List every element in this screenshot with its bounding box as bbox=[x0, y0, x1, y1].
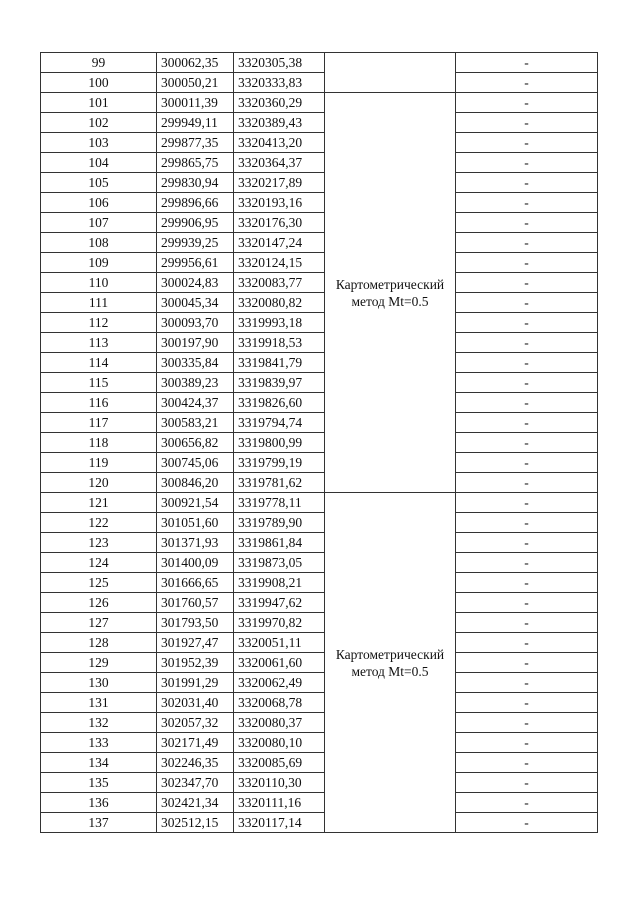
y-coordinate-cell: 3320413,20 bbox=[234, 133, 325, 153]
point-number-cell: 125 bbox=[41, 573, 157, 593]
x-coordinate-cell: 300656,82 bbox=[157, 433, 234, 453]
table-row bbox=[41, 493, 598, 513]
table-row bbox=[41, 133, 598, 153]
point-number-cell: 137 bbox=[41, 813, 157, 833]
dash-cell: - bbox=[456, 593, 598, 613]
point-number-cell: 129 bbox=[41, 653, 157, 673]
dash-cell: - bbox=[456, 573, 598, 593]
y-coordinate-cell: 3319908,21 bbox=[234, 573, 325, 593]
point-number-cell: 121 bbox=[41, 493, 157, 513]
x-coordinate-cell: 299865,75 bbox=[157, 153, 234, 173]
dash-cell: - bbox=[456, 553, 598, 573]
table-row bbox=[41, 753, 598, 773]
dash-cell: - bbox=[456, 373, 598, 393]
point-number-cell: 116 bbox=[41, 393, 157, 413]
y-coordinate-cell: 3320080,10 bbox=[234, 733, 325, 753]
point-number-cell: 109 bbox=[41, 253, 157, 273]
point-number-cell: 131 bbox=[41, 693, 157, 713]
point-number-cell: 119 bbox=[41, 453, 157, 473]
point-number-cell: 126 bbox=[41, 593, 157, 613]
dash-cell: - bbox=[456, 153, 598, 173]
dash-cell: - bbox=[456, 733, 598, 753]
point-number-cell: 106 bbox=[41, 193, 157, 213]
dash-cell: - bbox=[456, 73, 598, 93]
y-coordinate-cell: 3320080,37 bbox=[234, 713, 325, 733]
table-row bbox=[41, 653, 598, 673]
x-coordinate-cell: 302347,70 bbox=[157, 773, 234, 793]
table-row bbox=[41, 673, 598, 693]
dash-cell: - bbox=[456, 793, 598, 813]
point-number-cell: 127 bbox=[41, 613, 157, 633]
y-coordinate-cell: 3320085,69 bbox=[234, 753, 325, 773]
table-row bbox=[41, 533, 598, 553]
coordinates-document bbox=[40, 52, 598, 833]
dash-cell: - bbox=[456, 693, 598, 713]
x-coordinate-cell: 301991,29 bbox=[157, 673, 234, 693]
y-coordinate-cell: 3320360,29 bbox=[234, 93, 325, 113]
y-coordinate-cell: 3319947,62 bbox=[234, 593, 325, 613]
x-coordinate-cell: 300921,54 bbox=[157, 493, 234, 513]
x-coordinate-cell: 300846,20 bbox=[157, 473, 234, 493]
point-number-cell: 102 bbox=[41, 113, 157, 133]
x-coordinate-cell: 300045,34 bbox=[157, 293, 234, 313]
x-coordinate-cell: 300389,23 bbox=[157, 373, 234, 393]
x-coordinate-cell: 299906,95 bbox=[157, 213, 234, 233]
point-number-cell: 124 bbox=[41, 553, 157, 573]
x-coordinate-cell: 300011,39 bbox=[157, 93, 234, 113]
x-coordinate-cell: 299830,94 bbox=[157, 173, 234, 193]
y-coordinate-cell: 3320364,37 bbox=[234, 153, 325, 173]
x-coordinate-cell: 299949,11 bbox=[157, 113, 234, 133]
method-cell: Картометрический метод Mt=0.5 bbox=[325, 93, 456, 493]
table-row bbox=[41, 153, 598, 173]
point-number-cell: 113 bbox=[41, 333, 157, 353]
x-coordinate-cell: 299896,66 bbox=[157, 193, 234, 213]
x-coordinate-cell: 301793,50 bbox=[157, 613, 234, 633]
x-coordinate-cell: 300583,21 bbox=[157, 413, 234, 433]
dash-cell: - bbox=[456, 513, 598, 533]
point-number-cell: 132 bbox=[41, 713, 157, 733]
point-number-cell: 104 bbox=[41, 153, 157, 173]
dash-cell: - bbox=[456, 233, 598, 253]
table-row bbox=[41, 73, 598, 93]
y-coordinate-cell: 3320217,89 bbox=[234, 173, 325, 193]
table-row bbox=[41, 213, 598, 233]
table-row bbox=[41, 53, 598, 73]
y-coordinate-cell: 3320305,38 bbox=[234, 53, 325, 73]
table-row bbox=[41, 553, 598, 573]
y-coordinate-cell: 3320111,16 bbox=[234, 793, 325, 813]
y-coordinate-cell: 3319861,84 bbox=[234, 533, 325, 553]
dash-cell: - bbox=[456, 773, 598, 793]
method-cell-empty bbox=[325, 53, 456, 93]
y-coordinate-cell: 3320080,82 bbox=[234, 293, 325, 313]
point-number-cell: 130 bbox=[41, 673, 157, 693]
y-coordinate-cell: 3319778,11 bbox=[234, 493, 325, 513]
point-number-cell: 133 bbox=[41, 733, 157, 753]
table-row bbox=[41, 713, 598, 733]
y-coordinate-cell: 3320062,49 bbox=[234, 673, 325, 693]
point-number-cell: 107 bbox=[41, 213, 157, 233]
point-number-cell: 101 bbox=[41, 93, 157, 113]
y-coordinate-cell: 3320124,15 bbox=[234, 253, 325, 273]
point-number-cell: 103 bbox=[41, 133, 157, 153]
y-coordinate-cell: 3319918,53 bbox=[234, 333, 325, 353]
coordinates-table bbox=[40, 52, 598, 833]
point-number-cell: 128 bbox=[41, 633, 157, 653]
dash-cell: - bbox=[456, 673, 598, 693]
table-row bbox=[41, 813, 598, 833]
x-coordinate-cell: 301666,65 bbox=[157, 573, 234, 593]
y-coordinate-cell: 3320068,78 bbox=[234, 693, 325, 713]
y-coordinate-cell: 3320051,11 bbox=[234, 633, 325, 653]
dash-cell: - bbox=[456, 813, 598, 833]
x-coordinate-cell: 299956,61 bbox=[157, 253, 234, 273]
dash-cell: - bbox=[456, 413, 598, 433]
point-number-cell: 111 bbox=[41, 293, 157, 313]
dash-cell: - bbox=[456, 213, 598, 233]
x-coordinate-cell: 301952,39 bbox=[157, 653, 234, 673]
x-coordinate-cell: 300062,35 bbox=[157, 53, 234, 73]
y-coordinate-cell: 3320176,30 bbox=[234, 213, 325, 233]
dash-cell: - bbox=[456, 473, 598, 493]
x-coordinate-cell: 300024,83 bbox=[157, 273, 234, 293]
dash-cell: - bbox=[456, 613, 598, 633]
point-number-cell: 136 bbox=[41, 793, 157, 813]
point-number-cell: 118 bbox=[41, 433, 157, 453]
x-coordinate-cell: 300745,06 bbox=[157, 453, 234, 473]
table-row bbox=[41, 433, 598, 453]
x-coordinate-cell: 301760,57 bbox=[157, 593, 234, 613]
dash-cell: - bbox=[456, 353, 598, 373]
dash-cell: - bbox=[456, 653, 598, 673]
x-coordinate-cell: 301371,93 bbox=[157, 533, 234, 553]
dash-cell: - bbox=[456, 433, 598, 453]
y-coordinate-cell: 3319873,05 bbox=[234, 553, 325, 573]
dash-cell: - bbox=[456, 253, 598, 273]
y-coordinate-cell: 3319794,74 bbox=[234, 413, 325, 433]
table-row bbox=[41, 593, 598, 613]
x-coordinate-cell: 299939,25 bbox=[157, 233, 234, 253]
y-coordinate-cell: 3319789,90 bbox=[234, 513, 325, 533]
table-row bbox=[41, 193, 598, 213]
x-coordinate-cell: 300093,70 bbox=[157, 313, 234, 333]
dash-cell: - bbox=[456, 53, 598, 73]
y-coordinate-cell: 3319800,99 bbox=[234, 433, 325, 453]
dash-cell: - bbox=[456, 633, 598, 653]
table-row bbox=[41, 773, 598, 793]
x-coordinate-cell: 300424,37 bbox=[157, 393, 234, 413]
table-row bbox=[41, 613, 598, 633]
table-row bbox=[41, 473, 598, 493]
y-coordinate-cell: 3320110,30 bbox=[234, 773, 325, 793]
dash-cell: - bbox=[456, 493, 598, 513]
method-cell: Картометрический метод Mt=0.5 bbox=[325, 493, 456, 833]
point-number-cell: 112 bbox=[41, 313, 157, 333]
table-row bbox=[41, 113, 598, 133]
table-row bbox=[41, 353, 598, 373]
dash-cell: - bbox=[456, 193, 598, 213]
table-row bbox=[41, 693, 598, 713]
point-number-cell: 117 bbox=[41, 413, 157, 433]
table-row bbox=[41, 233, 598, 253]
table-row bbox=[41, 293, 598, 313]
y-coordinate-cell: 3319799,19 bbox=[234, 453, 325, 473]
table-row bbox=[41, 513, 598, 533]
x-coordinate-cell: 302246,35 bbox=[157, 753, 234, 773]
point-number-cell: 105 bbox=[41, 173, 157, 193]
point-number-cell: 115 bbox=[41, 373, 157, 393]
point-number-cell: 120 bbox=[41, 473, 157, 493]
y-coordinate-cell: 3319826,60 bbox=[234, 393, 325, 413]
y-coordinate-cell: 3320117,14 bbox=[234, 813, 325, 833]
y-coordinate-cell: 3319781,62 bbox=[234, 473, 325, 493]
x-coordinate-cell: 302171,49 bbox=[157, 733, 234, 753]
dash-cell: - bbox=[456, 393, 598, 413]
dash-cell: - bbox=[456, 113, 598, 133]
table-row bbox=[41, 333, 598, 353]
x-coordinate-cell: 301400,09 bbox=[157, 553, 234, 573]
point-number-cell: 122 bbox=[41, 513, 157, 533]
y-coordinate-cell: 3319970,82 bbox=[234, 613, 325, 633]
table-row bbox=[41, 633, 598, 653]
table-row bbox=[41, 573, 598, 593]
y-coordinate-cell: 3320147,24 bbox=[234, 233, 325, 253]
table-row bbox=[41, 413, 598, 433]
dash-cell: - bbox=[456, 93, 598, 113]
point-number-cell: 110 bbox=[41, 273, 157, 293]
x-coordinate-cell: 302512,15 bbox=[157, 813, 234, 833]
table-row bbox=[41, 373, 598, 393]
y-coordinate-cell: 3320061,60 bbox=[234, 653, 325, 673]
table-row bbox=[41, 173, 598, 193]
table-row bbox=[41, 313, 598, 333]
y-coordinate-cell: 3319993,18 bbox=[234, 313, 325, 333]
x-coordinate-cell: 302421,34 bbox=[157, 793, 234, 813]
dash-cell: - bbox=[456, 533, 598, 553]
table-row bbox=[41, 453, 598, 473]
y-coordinate-cell: 3319839,97 bbox=[234, 373, 325, 393]
dash-cell: - bbox=[456, 313, 598, 333]
table-row bbox=[41, 253, 598, 273]
y-coordinate-cell: 3320193,16 bbox=[234, 193, 325, 213]
dash-cell: - bbox=[456, 753, 598, 773]
dash-cell: - bbox=[456, 173, 598, 193]
dash-cell: - bbox=[456, 333, 598, 353]
table-row bbox=[41, 733, 598, 753]
x-coordinate-cell: 300050,21 bbox=[157, 73, 234, 93]
x-coordinate-cell: 300335,84 bbox=[157, 353, 234, 373]
dash-cell: - bbox=[456, 273, 598, 293]
table-row bbox=[41, 793, 598, 813]
table-row bbox=[41, 273, 598, 293]
y-coordinate-cell: 3320083,77 bbox=[234, 273, 325, 293]
point-number-cell: 135 bbox=[41, 773, 157, 793]
point-number-cell: 99 bbox=[41, 53, 157, 73]
x-coordinate-cell: 300197,90 bbox=[157, 333, 234, 353]
dash-cell: - bbox=[456, 133, 598, 153]
x-coordinate-cell: 299877,35 bbox=[157, 133, 234, 153]
coordinates-table-body bbox=[41, 53, 598, 833]
point-number-cell: 123 bbox=[41, 533, 157, 553]
x-coordinate-cell: 302031,40 bbox=[157, 693, 234, 713]
point-number-cell: 100 bbox=[41, 73, 157, 93]
table-row bbox=[41, 93, 598, 113]
dash-cell: - bbox=[456, 293, 598, 313]
y-coordinate-cell: 3320333,83 bbox=[234, 73, 325, 93]
dash-cell: - bbox=[456, 453, 598, 473]
y-coordinate-cell: 3320389,43 bbox=[234, 113, 325, 133]
point-number-cell: 114 bbox=[41, 353, 157, 373]
x-coordinate-cell: 301927,47 bbox=[157, 633, 234, 653]
x-coordinate-cell: 302057,32 bbox=[157, 713, 234, 733]
point-number-cell: 134 bbox=[41, 753, 157, 773]
y-coordinate-cell: 3319841,79 bbox=[234, 353, 325, 373]
point-number-cell: 108 bbox=[41, 233, 157, 253]
table-row bbox=[41, 393, 598, 413]
x-coordinate-cell: 301051,60 bbox=[157, 513, 234, 533]
dash-cell: - bbox=[456, 713, 598, 733]
